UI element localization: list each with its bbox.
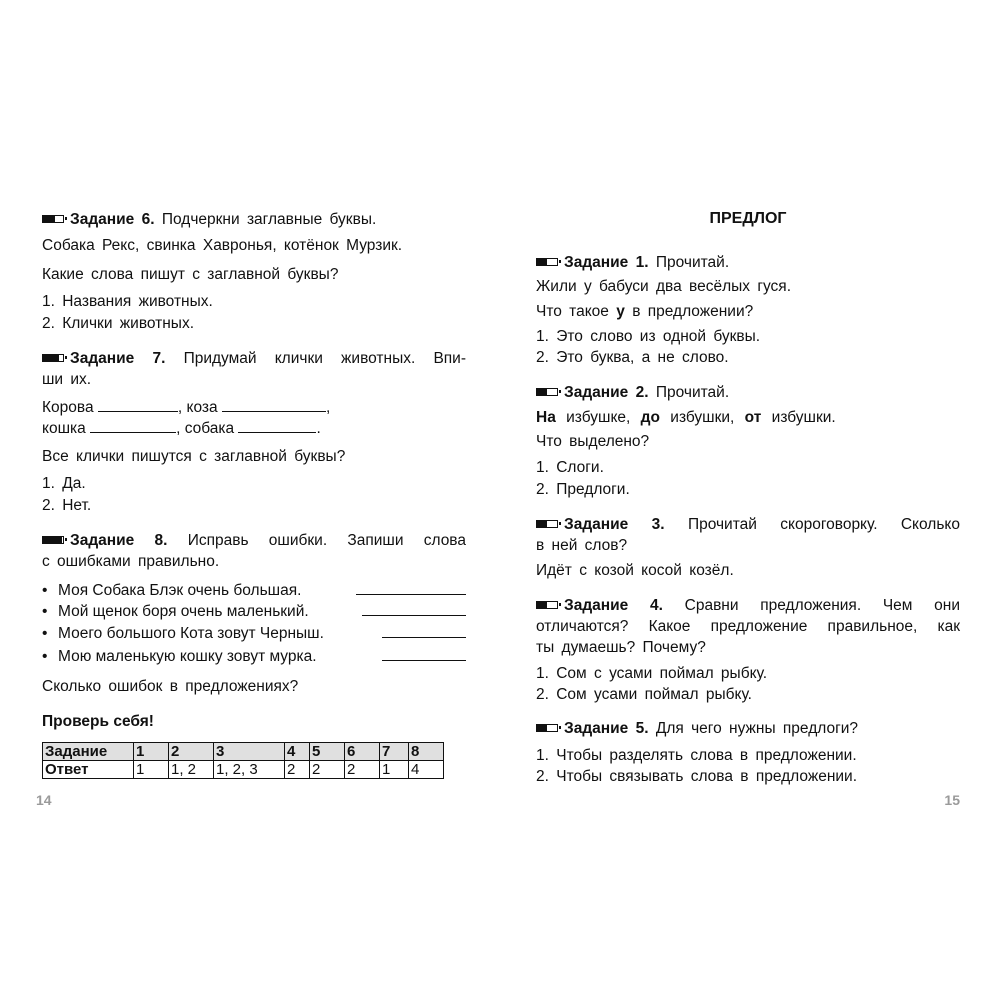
answer-blank[interactable] xyxy=(238,418,316,433)
answer-blank[interactable] xyxy=(382,646,466,661)
r-task2-line xyxy=(536,408,836,428)
r-task3-line: Идёт с козой косой козёл. xyxy=(536,562,734,579)
task7-text: Придумай клички животных. Впи- xyxy=(183,350,466,367)
r-task2-title: Задание 2. xyxy=(564,384,649,401)
r-task3-text: Прочитай скороговорку. Сколько xyxy=(687,516,960,533)
task-cell: 3 xyxy=(214,743,285,761)
r-task1-line: Жили у бабуси два весёлых гуся. xyxy=(536,278,792,295)
r-task2-header xyxy=(536,383,729,403)
task6-line: Собака Рекс, свинка Хавронья, котёнок Мурзик. xyxy=(42,237,403,254)
r-task4-title: Задание 4. xyxy=(564,597,663,614)
r-task3-title: Задание 3. xyxy=(564,516,665,533)
answer-cell: 1, 2 xyxy=(169,761,214,779)
r-task2-p2b: до xyxy=(640,409,660,426)
r-task4-text-cont: отличаются? Какое предложение правильное, как xyxy=(536,618,960,635)
battery-icon xyxy=(536,388,558,396)
answer-cell: 4 xyxy=(409,761,444,779)
task7-row2-b: , собака xyxy=(176,420,235,437)
answer-cell: 2 xyxy=(310,761,345,779)
task8-item-3 xyxy=(42,623,466,644)
bullet: • xyxy=(42,648,48,665)
answer-cell: 1, 2, 3 xyxy=(214,761,285,779)
table-row-answers xyxy=(43,761,444,779)
r-task1-question xyxy=(536,302,753,322)
task7-row-2 xyxy=(42,418,321,439)
task8-text-cont: с ошибками правильно. xyxy=(42,553,220,570)
battery-icon xyxy=(42,536,64,544)
r-task1-option-2: 2. Это буква, а не слово. xyxy=(536,349,729,366)
answer-cell: 1 xyxy=(380,761,409,779)
task8-item-2 xyxy=(42,601,466,622)
task6-title: Задание 6. xyxy=(70,211,155,228)
answer-cell: 1 xyxy=(134,761,169,779)
answer-cell: 2 xyxy=(285,761,310,779)
table-row-tasks xyxy=(43,743,444,761)
r-task3-header xyxy=(536,515,960,535)
task-cell: 2 xyxy=(169,743,214,761)
battery-icon xyxy=(42,354,64,362)
r-task2-option-1: 1. Слоги. xyxy=(536,459,604,476)
answer-blank[interactable] xyxy=(362,601,466,616)
task8-item-1 xyxy=(42,580,466,601)
task-cell: 4 xyxy=(285,743,310,761)
answers-table xyxy=(42,742,444,779)
r-task2-p3b: от xyxy=(744,409,762,426)
r-task4-option-2: 2. Сом усами поймал рыбку. xyxy=(536,686,752,703)
answer-blank[interactable] xyxy=(356,580,466,595)
r-task4-text: Сравни предложения. Чем они xyxy=(684,597,960,614)
task-cell: 8 xyxy=(409,743,444,761)
r-task1-text: Прочитай. xyxy=(655,254,730,271)
r-task1-q-pre: Что такое xyxy=(536,303,609,320)
task6-question: Какие слова пишут с заглавной буквы? xyxy=(42,266,339,283)
task7-option-2: 2. Нет. xyxy=(42,497,92,514)
left-page xyxy=(36,0,466,1000)
task8-item-text: Мою маленькую кошку зовут мурка. xyxy=(58,648,317,665)
battery-icon xyxy=(536,724,558,732)
task6-option-1: 1. Названия животных. xyxy=(42,293,213,310)
task6-text: Подчеркни заглавные буквы. xyxy=(161,211,377,228)
bullet: • xyxy=(42,582,48,599)
bullet: • xyxy=(42,625,48,642)
task8-title: Задание 8. xyxy=(70,532,168,549)
task7-row2-c: . xyxy=(316,420,321,437)
answer-blank[interactable] xyxy=(222,397,326,412)
task8-item-text: Мой щенок боря очень маленький. xyxy=(58,603,309,620)
task7-option-1: 1. Да. xyxy=(42,475,86,492)
bullet: • xyxy=(42,603,48,620)
task8-item-text: Моего большого Кота зовут Черныш. xyxy=(58,625,324,642)
r-task2-p1b: На xyxy=(536,409,556,426)
r-task1-option-1: 1. Это слово из одной буквы. xyxy=(536,328,761,345)
battery-icon xyxy=(536,520,558,528)
task7-row-1 xyxy=(42,397,330,418)
task8-item-4 xyxy=(42,646,466,667)
task7-header xyxy=(42,349,466,369)
task7-row2-a: кошка xyxy=(42,420,86,437)
r-task5-title: Задание 5. xyxy=(564,720,649,737)
task-cell: 5 xyxy=(310,743,345,761)
r-task3-text-cont: в ней слов? xyxy=(536,537,628,554)
answer-blank[interactable] xyxy=(382,623,466,638)
r-task5-option-2: 2. Чтобы связывать слова в предложении. xyxy=(536,768,857,785)
r-task1-q-post: в предложении? xyxy=(632,303,754,320)
r-task5-option-1: 1. Чтобы разделять слова в предложении. xyxy=(536,747,857,764)
task7-text-cont: ши их. xyxy=(42,371,92,388)
task-cell: 6 xyxy=(345,743,380,761)
r-task2-question: Что выделено? xyxy=(536,433,650,450)
battery-icon xyxy=(42,215,64,223)
r-task4-text-cont-2: ты думаешь? Почему? xyxy=(536,639,706,656)
r-task4-option-1: 1. Сом с усами поймал рыбку. xyxy=(536,665,768,682)
r-task1-title: Задание 1. xyxy=(564,254,649,271)
page-number: 14 xyxy=(36,792,52,808)
answer-blank[interactable] xyxy=(98,397,178,412)
r-task2-p3: избушки. xyxy=(771,409,836,426)
task8-header xyxy=(42,531,466,551)
right-page xyxy=(536,0,960,1000)
r-task5-header xyxy=(536,719,858,739)
answer-cell: 2 xyxy=(345,761,380,779)
task8-item-text: Моя Собака Блэк очень большая. xyxy=(58,582,302,599)
task-cell: 7 xyxy=(380,743,409,761)
task8-question: Сколько ошибок в предложениях? xyxy=(42,678,299,695)
task6-option-2: 2. Клички животных. xyxy=(42,315,195,332)
task8-text: Исправь ошибки. Запиши слова xyxy=(187,532,466,549)
task7-title: Задание 7. xyxy=(70,350,166,367)
battery-icon xyxy=(536,601,558,609)
r-task2-option-2: 2. Предлоги. xyxy=(536,481,630,498)
r-task2-p2: избушки, xyxy=(670,409,735,426)
r-task1-header xyxy=(536,253,729,273)
battery-icon xyxy=(536,258,558,266)
r-task5-text: Для чего нужны предлоги? xyxy=(655,720,859,737)
row-label: Ответ xyxy=(43,761,134,779)
row-label: Задание xyxy=(43,743,134,761)
page-number: 15 xyxy=(944,792,960,808)
task-cell: 1 xyxy=(134,743,169,761)
check-title: Проверь себя! xyxy=(42,713,154,730)
answer-blank[interactable] xyxy=(90,418,176,433)
section-heading: ПРЕДЛОГ xyxy=(709,210,787,227)
task6-header xyxy=(42,210,376,230)
task7-row1-a: Корова xyxy=(42,399,94,416)
r-task4-header xyxy=(536,596,960,616)
r-task2-text: Прочитай. xyxy=(655,384,730,401)
task7-row1-b: , коза xyxy=(177,399,218,416)
r-task1-q-bold: у xyxy=(616,303,625,320)
r-task2-p1: избушке, xyxy=(566,409,631,426)
task7-question: Все клички пишутся с заглавной буквы? xyxy=(42,448,346,465)
task7-row1-c: , xyxy=(325,399,331,416)
